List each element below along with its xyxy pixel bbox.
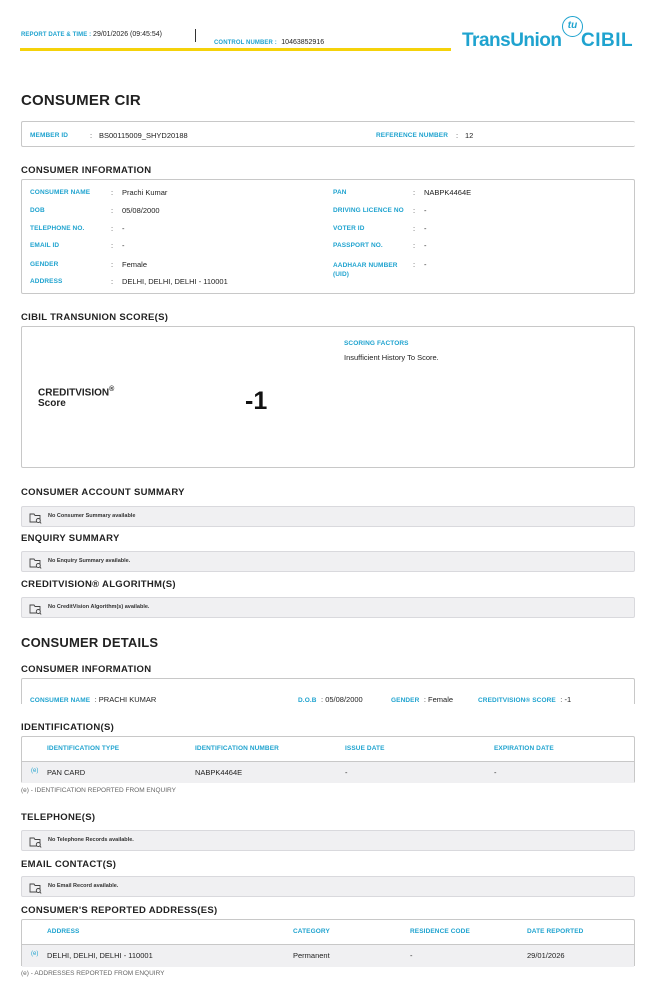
folder-search-icon	[29, 835, 42, 853]
report-date-value: 29/01/2026 (09:45:54)	[93, 31, 162, 38]
identification-col-type: IDENTIFICATION TYPE	[47, 745, 120, 752]
account-summary-box	[21, 506, 635, 527]
address-col-date: DATE REPORTED	[527, 928, 584, 935]
identification-table	[21, 736, 635, 783]
passport-value: -	[424, 241, 427, 250]
aadhaar-value: -	[424, 260, 427, 269]
consumer-name-value: Prachi Kumar	[122, 188, 168, 197]
telephone-label: TELEPHONE NO.	[30, 225, 85, 232]
addresses-heading: CONSUMER'S REPORTED ADDRESS(ES)	[21, 905, 218, 916]
table-row	[22, 945, 634, 967]
telephone-heading: TELEPHONE(S)	[21, 812, 96, 823]
report-date-label: REPORT DATE & TIME :	[21, 32, 92, 38]
logo-transunion-text: TransUnion	[462, 30, 562, 51]
consumer-info-box: CONSUMER NAME : Prachi Kumar DOB : 05/08/2000 TELEPHONE NO. : - EMAIL ID : - GENDER : Female ADDRESS : DELHI, DELHI, DELHI - 110001 PAN : NABPK4464E DRIVING LICENCE NO : - VOTER ID : - PASSPORT NO. : - AADHAAR NUMBER (UID) : -	[21, 179, 635, 294]
dob-label: DOB	[30, 207, 45, 214]
telephone-message: No Telephone Records available.	[48, 837, 134, 843]
identification-heading: IDENTIFICATION(S)	[21, 722, 115, 733]
address-label: ADDRESS	[30, 278, 63, 285]
identification-note: (e) - IDENTIFICATION REPORTED FROM ENQUIRY	[21, 787, 176, 794]
score-heading: CIBIL TRANSUNION SCORE(S)	[21, 312, 169, 323]
email-value: -	[122, 241, 125, 250]
details-score-value: -1	[564, 695, 572, 704]
voter-id-label: VOTER ID	[333, 225, 365, 232]
header-accent-bar	[20, 48, 451, 51]
details-dob-value: 05/08/2000	[325, 695, 363, 704]
algorithms-heading: CREDITVISION® ALGORITHM(S)	[21, 579, 176, 590]
details-info-box	[21, 678, 635, 704]
address-row-address: DELHI, DELHI, DELHI - 110001	[47, 951, 153, 960]
header-divider	[195, 29, 196, 42]
aadhaar-label: AADHAAR NUMBER (UID)	[333, 262, 398, 278]
transunion-cibil-logo	[462, 16, 638, 56]
email-box	[21, 876, 635, 897]
identification-col-issue: ISSUE DATE	[345, 745, 385, 752]
details-dob-label: D.O.B	[298, 697, 317, 704]
score-name-text: CREDITVISION	[38, 387, 110, 399]
details-info-heading: CONSUMER INFORMATION	[21, 664, 152, 675]
scoring-factors-text: Insufficient History To Score.	[344, 353, 439, 362]
identification-expiry-value: -	[494, 768, 497, 777]
table-row	[22, 762, 634, 783]
identification-issue-value: -	[345, 768, 348, 777]
telephone-box	[21, 830, 635, 851]
address-col-address: ADDRESS	[47, 928, 80, 935]
details-name: CONSUMER NAME : PRACHI KUMAR	[30, 695, 157, 704]
logo-badge-icon	[562, 16, 583, 37]
consumer-name-label: CONSUMER NAME	[30, 189, 91, 196]
control-number-label: CONTROL NUMBER :	[214, 40, 277, 46]
address-value: DELHI, DELHI, DELHI - 110001	[122, 277, 228, 286]
details-gender-value: Female	[428, 695, 454, 704]
member-id-value: BS00115009_SHYD20188	[99, 131, 188, 140]
details-gender: GENDER : Female	[391, 695, 454, 704]
identification-col-expiry: EXPIRATION DATE	[494, 745, 554, 752]
consumer-details-title: CONSUMER DETAILS	[21, 635, 159, 650]
reference-number-label: REFERENCE NUMBER	[376, 132, 449, 139]
folder-search-icon	[29, 602, 42, 620]
voter-id-value: -	[424, 224, 427, 233]
details-score: CREDITVISION® SCORE : -1	[478, 695, 572, 704]
control-number	[214, 31, 324, 49]
identification-type-value: PAN CARD	[47, 768, 86, 777]
pan-value: NABPK4464E	[424, 188, 472, 197]
algorithms-box	[21, 597, 635, 618]
dob-value: 05/08/2000	[122, 206, 160, 215]
gender-label: GENDER	[30, 261, 59, 268]
details-dob: D.O.B : 05/08/2000	[298, 695, 363, 704]
details-score-label: CREDITVISION® SCORE	[478, 697, 556, 704]
identification-col-number: IDENTIFICATION NUMBER	[195, 745, 279, 752]
score-name-reg: ®	[109, 386, 115, 393]
address-row-residence: -	[410, 951, 413, 960]
enquiry-summary-box	[21, 551, 635, 572]
passport-label: PASSPORT NO.	[333, 242, 383, 249]
pan-label: PAN	[333, 189, 347, 196]
details-name-label: CONSUMER NAME	[30, 697, 91, 704]
page-title: CONSUMER CIR	[21, 92, 141, 109]
score-value: -1	[245, 387, 268, 415]
score-box	[21, 326, 635, 468]
report-date	[21, 31, 162, 38]
score-sub-text: Score	[38, 398, 66, 410]
account-summary-message: No Consumer Summary available	[48, 513, 136, 519]
addresses-note: (e) - ADDRESSES REPORTED FROM ENQUIRY	[21, 970, 165, 977]
algorithms-message: No CreditVision Algorithm(s) available.	[48, 604, 150, 610]
enquiry-tag: (e)	[31, 951, 39, 957]
telephone-value: -	[122, 224, 125, 233]
email-label: EMAIL ID	[30, 242, 60, 249]
folder-search-icon	[29, 881, 42, 899]
consumer-info-heading: CONSUMER INFORMATION	[21, 165, 152, 176]
account-summary-heading: CONSUMER ACCOUNT SUMMARY	[21, 487, 185, 498]
gender-value: Female	[122, 260, 148, 269]
email-message: No Email Record available.	[48, 883, 119, 889]
folder-search-icon	[29, 511, 42, 529]
details-gender-label: GENDER	[391, 697, 420, 704]
address-col-residence: RESIDENCE CODE	[410, 928, 470, 935]
email-heading: EMAIL CONTACT(S)	[21, 859, 117, 870]
address-col-category: CATEGORY	[293, 928, 330, 935]
score-name	[38, 384, 114, 409]
member-id-label: MEMBER ID	[30, 132, 69, 139]
logo-cibil-text: CIBIL	[581, 30, 634, 51]
driving-licence-label: DRIVING LICENCE NO	[333, 207, 404, 214]
identification-number-value: NABPK4464E	[195, 768, 243, 777]
control-number-value: 10463852916	[281, 39, 325, 46]
addresses-table	[21, 919, 635, 966]
scoring-factors-label: SCORING FACTORS	[344, 340, 409, 347]
enquiry-summary-heading: ENQUIRY SUMMARY	[21, 533, 120, 544]
reference-number-value: 12	[465, 131, 474, 140]
driving-licence-value: -	[424, 206, 427, 215]
address-row-category: Permanent	[293, 951, 330, 960]
enquiry-summary-message: No Enquiry Summary available.	[48, 558, 131, 564]
address-row-date: 29/01/2026	[527, 951, 565, 960]
enquiry-tag: (e)	[31, 768, 39, 774]
folder-search-icon	[29, 556, 42, 574]
details-name-value: PRACHI KUMAR	[98, 695, 157, 704]
logo-badge-text: tu	[567, 20, 578, 31]
member-box: MEMBER ID : BS00115009_SHYD20188 REFERENCE NUMBER : 12	[21, 121, 635, 147]
